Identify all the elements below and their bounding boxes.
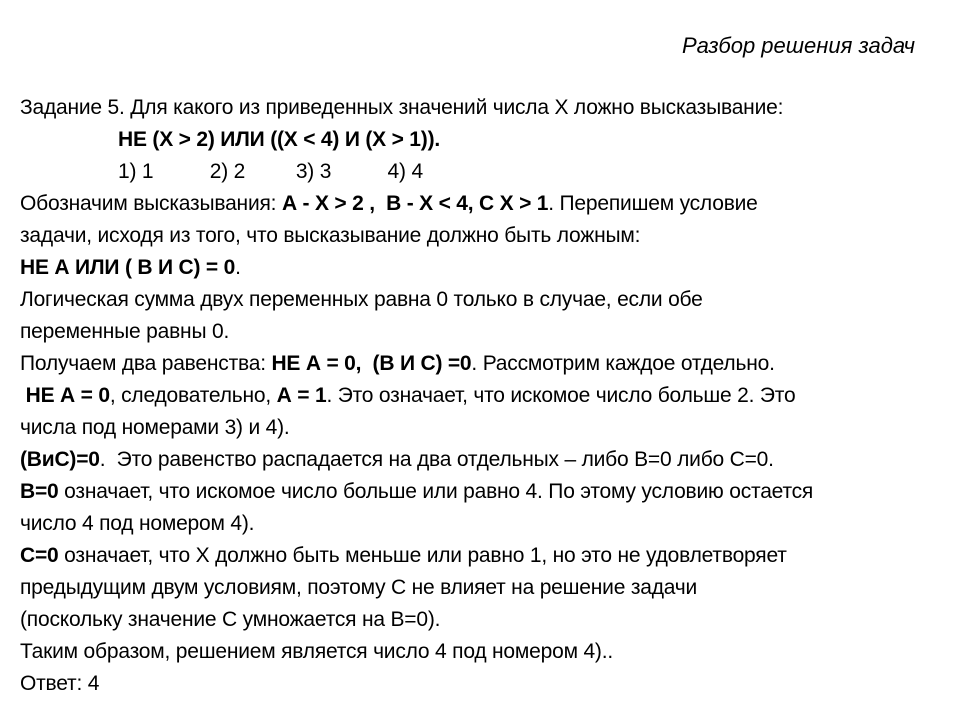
text-line — [20, 508, 956, 540]
text-run: 1) 1 2) 2 3) 3 4) 4 — [118, 160, 423, 183]
text-line — [20, 220, 956, 252]
text-line — [20, 92, 956, 124]
text-line — [20, 476, 956, 508]
text-run: Логическая сумма двух переменных равна 0 только в случае, если обе — [20, 288, 703, 311]
bold-text-run: А = 1 — [276, 384, 327, 407]
text-run: число 4 под номером 4). — [20, 512, 255, 535]
text-line — [20, 572, 956, 604]
text-run: Обозначим высказывания: — [20, 192, 282, 215]
text-run: , следовательно, — [109, 384, 277, 407]
bold-text-run: А - X > 2 , В - X < 4, С X > 1 — [281, 192, 549, 215]
text-run: задачи, исходя из того, что высказывание должно быть ложным: — [20, 224, 641, 247]
text-line — [20, 284, 956, 316]
text-run: Таким образом, решением является число 4 под номером 4).. — [20, 640, 613, 663]
text-run: означает, что искомое число больше или равно 4. По этому условию остается — [58, 480, 814, 503]
text-run: . — [235, 256, 241, 279]
bold-text-run: НЕ А = 0, (В И С) =0 — [271, 352, 472, 375]
text-run: предыдущим двум условиям, поэтому С не влияет на решение задачи — [20, 576, 698, 599]
text-line — [20, 604, 956, 636]
text-line — [20, 188, 956, 220]
text-run: Ответ: 4 — [20, 672, 100, 695]
text-run: . Рассмотрим каждое отдельно. — [471, 352, 775, 375]
text-line — [20, 156, 956, 188]
page-title: Разбор решения задач — [681, 33, 915, 58]
text-run: означает, что X должно быть меньше или равно 1, но это не удовлетворяет — [58, 544, 787, 567]
bold-text-run: НЕ А ИЛИ ( В И С) = 0 — [20, 256, 236, 279]
text-line — [20, 668, 956, 700]
bold-text-run: В=0 — [20, 480, 59, 503]
text-run: Получаем два равенства: — [20, 352, 272, 375]
text-run: . Это означает, что искомое число больше 2. Это — [326, 384, 796, 407]
text-line — [20, 636, 956, 668]
text-line — [20, 348, 956, 380]
bold-text-run: С=0 — [20, 544, 59, 567]
text-line — [20, 444, 956, 476]
text-run: . Перепишем условие — [548, 192, 758, 215]
text-run: . Это равенство распадается на два отдельных – либо В=0 либо С=0. — [99, 448, 774, 471]
bold-text-run: НЕ А = 0 — [25, 384, 110, 407]
text-line — [20, 412, 956, 444]
body-text — [20, 92, 956, 700]
text-line — [20, 316, 956, 348]
text-line — [20, 380, 956, 412]
text-line — [20, 540, 956, 572]
text-line — [20, 252, 956, 284]
bold-text-run: НЕ (X > 2) ИЛИ ((X < 4) И (X > 1)). — [118, 128, 440, 151]
bold-text-run: (ВиС)=0 — [20, 448, 100, 471]
text-run: числа под номерами 3) и 4). — [20, 416, 290, 439]
text-run: переменные равны 0. — [20, 320, 230, 343]
text-run: (поскольку значение С умножается на В=0). — [20, 608, 441, 631]
text-run: Задание 5. Для какого из приведенных значений числа X ложно высказывание: — [20, 96, 784, 119]
text-line — [20, 124, 956, 156]
